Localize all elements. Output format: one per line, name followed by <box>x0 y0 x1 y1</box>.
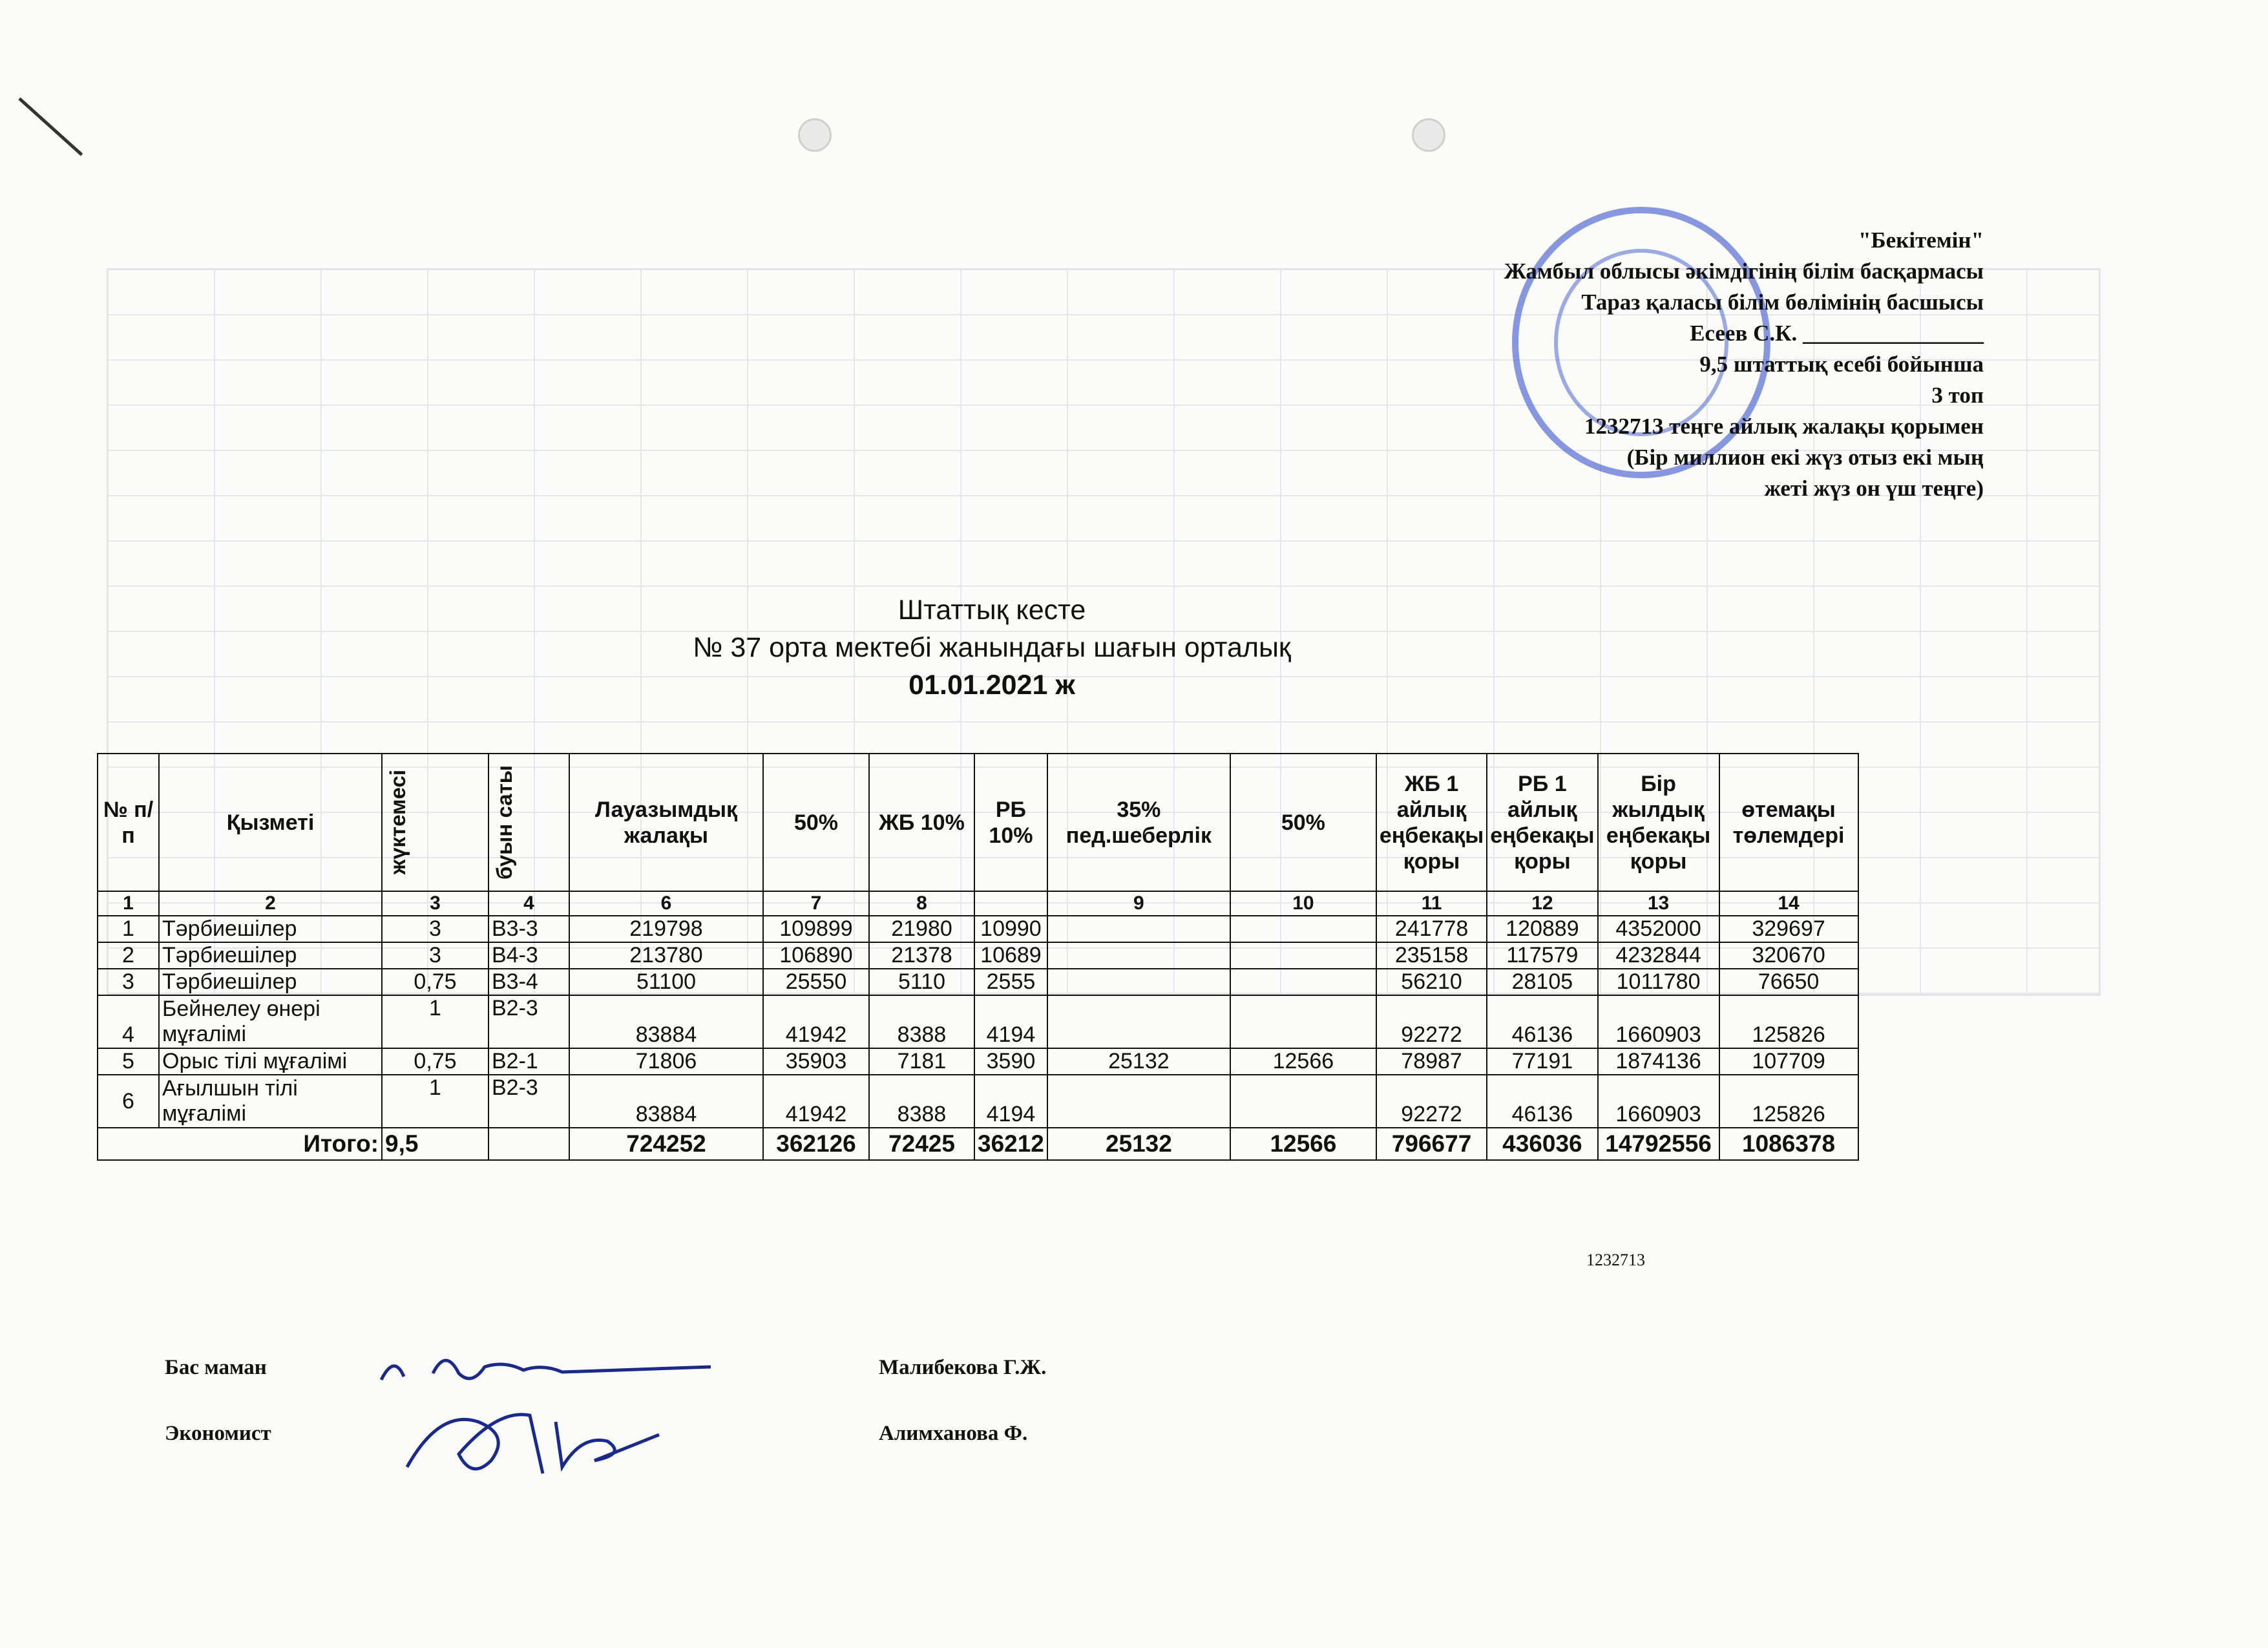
total-cell: 25132 <box>1047 1128 1230 1160</box>
cell: 83884 <box>569 1075 763 1128</box>
cell: Тәрбиешілер <box>159 916 382 942</box>
title-line-2: № 37 орта мектебі жанындағы шағын орталық <box>693 632 1291 663</box>
col-header: Бір жылдық еңбекақы қоры <box>1598 754 1719 891</box>
cell <box>1047 969 1230 995</box>
cell: 46136 <box>1487 1075 1597 1128</box>
col-header: 50% <box>763 754 869 891</box>
title-date: 01.01.2021 ж <box>908 670 1075 701</box>
cell: 8388 <box>869 1075 974 1128</box>
cell: 41942 <box>763 1075 869 1128</box>
table-row <box>98 916 1858 942</box>
total-cell: 436036 <box>1487 1128 1597 1160</box>
cell: 77191 <box>1487 1048 1597 1075</box>
approval-block <box>1504 225 1984 504</box>
cell: 5110 <box>869 969 974 995</box>
cell: 4194 <box>974 995 1047 1048</box>
cell: Тәрбиешілер <box>159 942 382 969</box>
cell: 1660903 <box>1598 1075 1719 1128</box>
cell: Бейнелеу өнері мұғалімі <box>159 995 382 1048</box>
total-cell: 9,5 <box>382 1128 488 1160</box>
cell: 4 <box>98 995 159 1048</box>
cell: 83884 <box>569 995 763 1048</box>
signature-name-1: Малибекова Г.Ж. <box>879 1356 1047 1379</box>
total-cell: 724252 <box>569 1128 763 1160</box>
cell <box>1230 969 1376 995</box>
col-number: 9 <box>1047 891 1230 916</box>
cell <box>1047 916 1230 942</box>
cell: 2 <box>98 942 159 969</box>
column-number-row <box>98 891 1858 916</box>
handwritten-signature-1 <box>375 1341 724 1399</box>
cell: 51100 <box>569 969 763 995</box>
cell: 21980 <box>869 916 974 942</box>
handwritten-signature-2 <box>401 1396 672 1486</box>
cell: В4-3 <box>488 942 569 969</box>
col-number: 3 <box>382 891 488 916</box>
cell <box>1047 942 1230 969</box>
cell: 56210 <box>1376 969 1487 995</box>
cell: 4194 <box>974 1075 1047 1128</box>
cell: Орыс тілі мұғалімі <box>159 1048 382 1075</box>
cell: 92272 <box>1376 1075 1487 1128</box>
monthly-fund-total: 1232713 <box>1586 1251 1645 1269</box>
cell: В3-3 <box>488 916 569 942</box>
punch-hole-right <box>1412 118 1445 152</box>
cell: 5 <box>98 1048 159 1075</box>
cell: 0,75 <box>382 969 488 995</box>
cell <box>1230 942 1376 969</box>
col-number <box>974 891 1047 916</box>
total-cell: 14792556 <box>1598 1128 1719 1160</box>
cell: 3 <box>382 942 488 969</box>
cell: 10990 <box>974 916 1047 942</box>
cell: 28105 <box>1487 969 1597 995</box>
col-header <box>488 754 569 891</box>
cell: 1660903 <box>1598 995 1719 1048</box>
cell <box>1047 1075 1230 1128</box>
cell: 7181 <box>869 1048 974 1075</box>
cell: 1 <box>98 916 159 942</box>
cell: 241778 <box>1376 916 1487 942</box>
cell <box>1230 1075 1376 1128</box>
cell <box>1230 916 1376 942</box>
signature-name-2: Алимханова Ф. <box>879 1422 1028 1445</box>
signature-role-2: Экономист <box>165 1422 271 1445</box>
col-header: Қызметі <box>159 754 382 891</box>
cell: В3-4 <box>488 969 569 995</box>
col-header: Лауазымдық жалақы <box>569 754 763 891</box>
cell: В2-3 <box>488 1075 569 1128</box>
approval-line: "Бекітемін" <box>1858 227 1984 253</box>
cell: 320670 <box>1719 942 1858 969</box>
cell <box>1230 995 1376 1048</box>
col-header: ЖБ 1 айлық еңбекақы қоры <box>1376 754 1487 891</box>
cell <box>1047 995 1230 1048</box>
total-cell: 362126 <box>763 1128 869 1160</box>
cell: 35903 <box>763 1048 869 1075</box>
col-header: өтемақы төлемдері <box>1719 754 1858 891</box>
total-label: Итого: <box>98 1128 382 1160</box>
title-line-1: Штаттық кесте <box>898 595 1086 626</box>
col-header: ЖБ 10% <box>869 754 974 891</box>
total-cell: 72425 <box>869 1128 974 1160</box>
cell: 21378 <box>869 942 974 969</box>
cell: 10689 <box>974 942 1047 969</box>
signature-role-1: Бас маман <box>165 1356 267 1379</box>
approval-line: жеті жүз он үш теңге) <box>1764 476 1984 501</box>
col-header: 50% <box>1230 754 1376 891</box>
col-number: 13 <box>1598 891 1719 916</box>
col-number: 10 <box>1230 891 1376 916</box>
col-number: 6 <box>569 891 763 916</box>
cell: 4232844 <box>1598 942 1719 969</box>
total-cell: 1086378 <box>1719 1128 1858 1160</box>
cell: 106890 <box>763 942 869 969</box>
col-number: 2 <box>159 891 382 916</box>
cell: 92272 <box>1376 995 1487 1048</box>
table-row <box>98 969 1858 995</box>
approval-line: 1232713 теңге айлық жалақы қорымен <box>1584 414 1984 439</box>
cell: 120889 <box>1487 916 1597 942</box>
col-header-label: жүктемесі <box>386 770 410 875</box>
approval-line: (Бір миллион екі жүз отыз екі мың <box>1626 445 1984 470</box>
cell: Тәрбиешілер <box>159 969 382 995</box>
cell: 125826 <box>1719 995 1858 1048</box>
total-cell: 36212 <box>974 1128 1047 1160</box>
cell: 3590 <box>974 1048 1047 1075</box>
cell: В2-1 <box>488 1048 569 1075</box>
cell: 1011780 <box>1598 969 1719 995</box>
cell: 78987 <box>1376 1048 1487 1075</box>
approval-line: Жамбыл облысы әкімдігінің білім басқармасы <box>1504 259 1984 284</box>
col-number: 8 <box>869 891 974 916</box>
paper-crease-mark <box>18 98 83 156</box>
total-cell <box>488 1128 569 1160</box>
cell: 3 <box>98 969 159 995</box>
col-header: № п/п <box>98 754 159 891</box>
cell: 25550 <box>763 969 869 995</box>
cell: 117579 <box>1487 942 1597 969</box>
table-row <box>98 942 1858 969</box>
cell: 12566 <box>1230 1048 1376 1075</box>
table-row <box>98 1075 1858 1128</box>
cell: 25132 <box>1047 1048 1230 1075</box>
col-number: 1 <box>98 891 159 916</box>
cell: 4352000 <box>1598 916 1719 942</box>
cell: 213780 <box>569 942 763 969</box>
approval-line: 9,5 штаттық есебі бойынша <box>1699 352 1984 377</box>
col-number: 14 <box>1719 891 1858 916</box>
approval-line: 3 топ <box>1931 383 1984 408</box>
cell: Ағылшын тілі мұғалімі <box>159 1075 382 1128</box>
cell: 125826 <box>1719 1075 1858 1128</box>
staffing-table <box>97 753 1859 1161</box>
cell: 219798 <box>569 916 763 942</box>
table-row <box>98 995 1858 1048</box>
cell: 329697 <box>1719 916 1858 942</box>
col-number: 4 <box>488 891 569 916</box>
cell: 107709 <box>1719 1048 1858 1075</box>
approval-line: Есеев С.К. ________________ <box>1690 321 1984 346</box>
col-header-label: буын саты <box>492 765 516 880</box>
approval-line: Тараз қаласы білім бөлімінің басшысы <box>1581 290 1984 315</box>
cell: 235158 <box>1376 942 1487 969</box>
table-header-row <box>98 754 1858 891</box>
cell: 2555 <box>974 969 1047 995</box>
col-number: 12 <box>1487 891 1597 916</box>
col-header <box>382 754 488 891</box>
cell: 41942 <box>763 995 869 1048</box>
col-number: 11 <box>1376 891 1487 916</box>
cell: 3 <box>382 916 488 942</box>
col-header: 35% пед.шеберлік <box>1047 754 1230 891</box>
cell: 0,75 <box>382 1048 488 1075</box>
table-row <box>98 1048 1858 1075</box>
cell: 109899 <box>763 916 869 942</box>
cell: 1 <box>382 1075 488 1128</box>
document-title <box>620 591 1363 704</box>
total-row <box>98 1128 1858 1160</box>
cell: 6 <box>98 1075 159 1128</box>
cell: В2-3 <box>488 995 569 1048</box>
cell: 76650 <box>1719 969 1858 995</box>
total-cell: 12566 <box>1230 1128 1376 1160</box>
cell: 1874136 <box>1598 1048 1719 1075</box>
punch-hole-left <box>798 118 832 152</box>
cell: 8388 <box>869 995 974 1048</box>
col-number: 7 <box>763 891 869 916</box>
cell: 71806 <box>569 1048 763 1075</box>
col-header: РБ 10% <box>974 754 1047 891</box>
total-cell: 796677 <box>1376 1128 1487 1160</box>
col-header: РБ 1 айлық еңбекақы қоры <box>1487 754 1597 891</box>
cell: 46136 <box>1487 995 1597 1048</box>
cell: 1 <box>382 995 488 1048</box>
